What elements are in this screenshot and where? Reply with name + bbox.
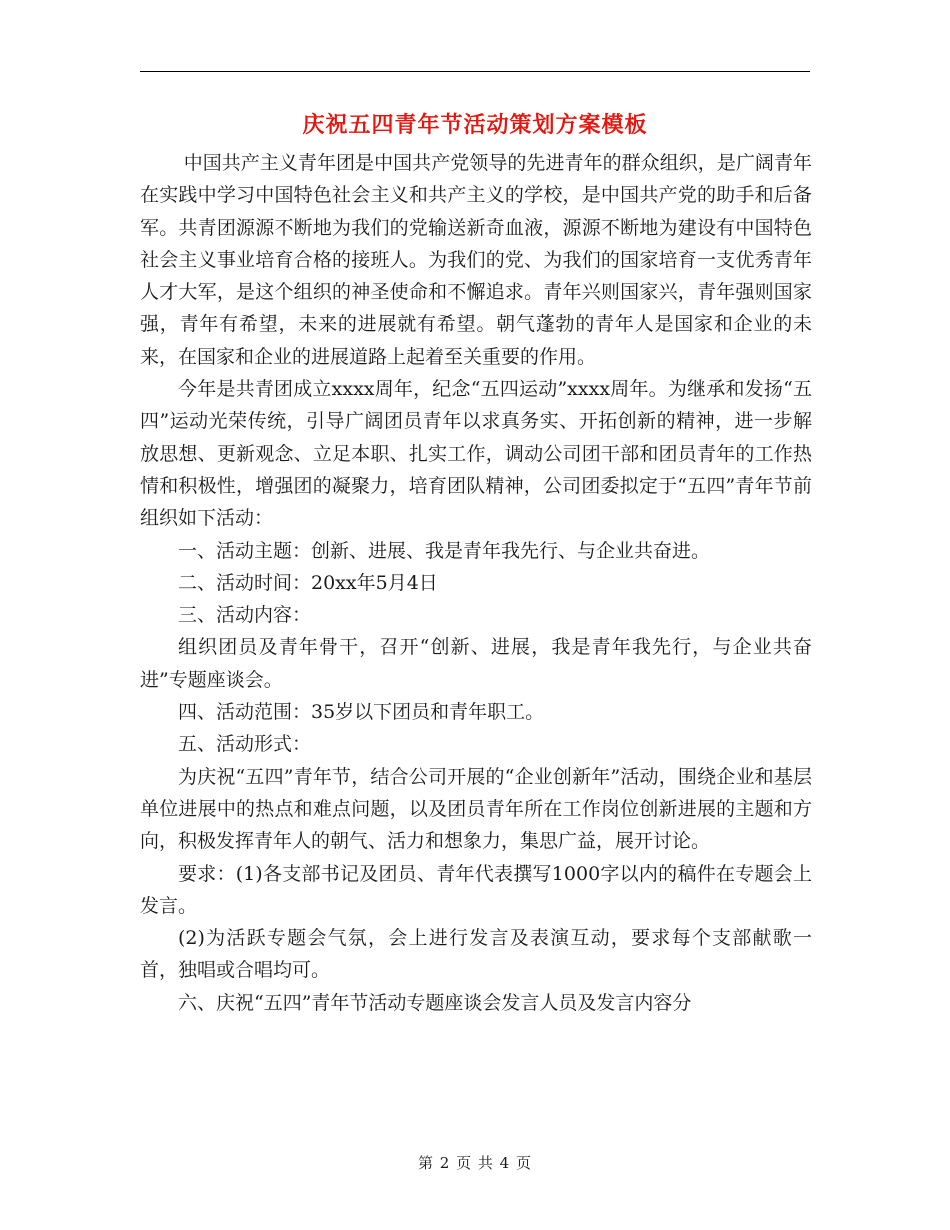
paragraph-requirement-1: 要求：(1)各支部书记及团员、青年代表撰写1000字以内的稿件在专题会上发言。 [140, 862, 812, 917]
paragraph-form: 为庆祝“五四”青年节，结合公司开展的“企业创新年”活动，围绕企业和基层单位进展中的热点和难点问题，以及团员青年所在工作岗位创新进展的主题和方向，积极发挥青年人的朝气、活力和想象力，集思广益，展开讨论。 [140, 765, 812, 853]
paragraph-content-heading: 三、活动内容： [178, 604, 312, 627]
paragraph-speakers: 六、庆祝“五四”青年节活动专题座谈会发言人员及发言内容分 [178, 991, 692, 1014]
paragraph-theme: 一、活动主题：创新、进展、我是青年我先行、与企业共奋进。 [178, 539, 711, 562]
paragraph-form-heading: 五、活动形式： [178, 733, 312, 756]
paragraph-scope: 四、活动范围：35岁以下团员和青年职工。 [178, 701, 545, 724]
paragraph-requirement-2: (2)为活跃专题会气氛，会上进行发言及表演互动，要求每个支部献歌一首，独唱或合唱均可。 [140, 927, 812, 982]
page-number: 第 2 页 共 4 页 [418, 1154, 532, 1172]
paragraph-time: 二、活动时间：20xx年5月4日 [178, 571, 438, 594]
document-title: 庆祝五四青年节活动策划方案模板 [302, 112, 648, 138]
paragraph-intro: 中国共产主义青年团是中国共产党领导的先进青年的群众组织，是广阔青年在实践中学习中国特色社会主义和共产主义的学校，是中国共产党的助手和后备军。共青团源源不断地为我们的党输送新奇血液，源源不断地为建设有中国特色社会主义事业培育合格的接班人。为我们的党、为我们的国家培育一支优秀青年人才大军，是这个组织的神圣使命和不懈追求。青年兴则国家兴，青年强则国家强，青年有希望，未来的进展就有希望。朝气蓬勃的青年人是国家和企业的未来，在国家和企业的进展道路上起着至关重要的作用。 [140, 152, 812, 368]
paragraph-background: 今年是共青团成立xxxx周年，纪念“五四运动”xxxx周年。为继承和发扬“五四”运动光荣传统，引导广阔团员青年以求真务实、开拓创新的精神，进一步解放思想、更新观念、立足本职、扎实工作，调动公司团干部和团员青年的工作热情和积极性，增强团的凝聚力，培育团队精神，公司团委拟定于“五四”青年节前组织如下活动： [140, 378, 812, 530]
header-rule [140, 71, 810, 72]
paragraph-content: 组织团员及青年骨干，召开“创新、进展，我是青年我先行，与企业共奋进”专题座谈会。 [140, 636, 812, 691]
document-body [140, 147, 812, 1019]
